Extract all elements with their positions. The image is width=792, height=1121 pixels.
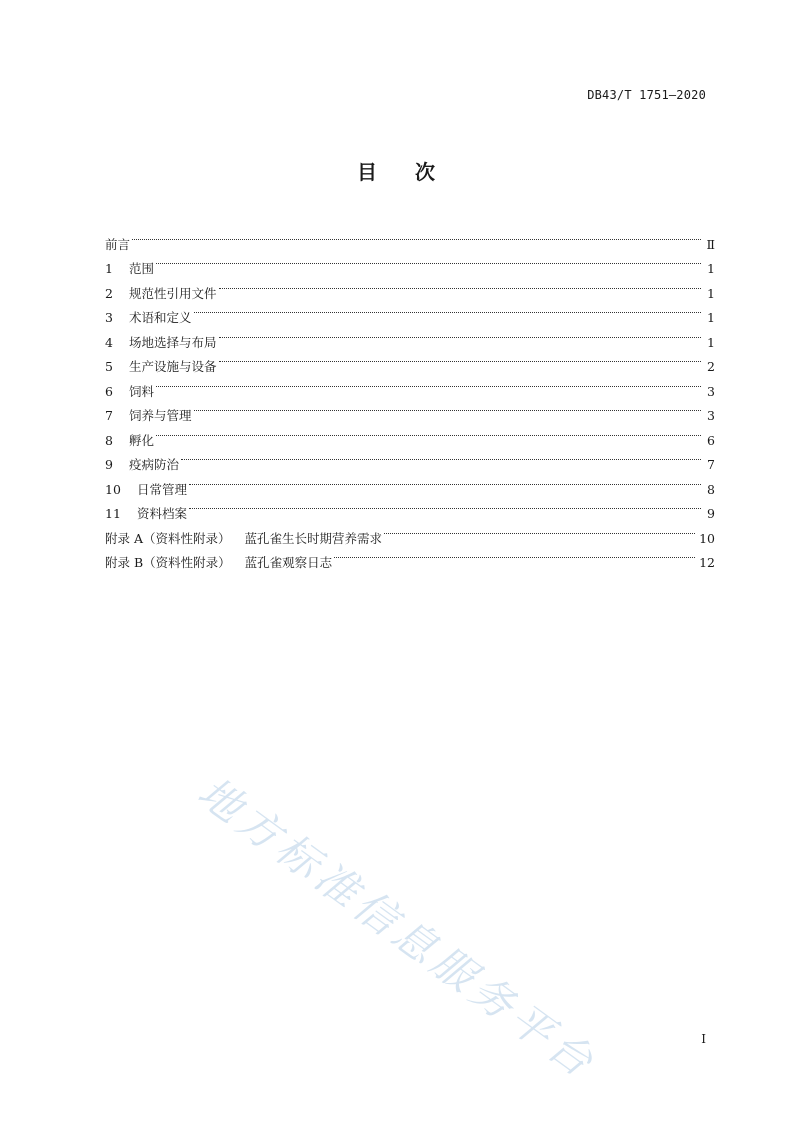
- toc-entry-number: 9: [105, 457, 113, 472]
- toc-page-number: 2: [707, 359, 715, 374]
- toc-leader-dots: [189, 469, 701, 494]
- toc-entry-label: 范围: [129, 261, 155, 276]
- toc-entry-number: 3: [105, 310, 113, 325]
- toc-page-number: 1: [707, 334, 715, 350]
- toc-page-number: 10: [699, 530, 715, 546]
- toc-page-number: 12: [699, 555, 715, 570]
- toc-leader-dots: [189, 494, 701, 519]
- toc-leader-dots: [156, 249, 701, 274]
- toc-entry-number: 1: [105, 261, 113, 276]
- toc-entry-number: 4: [105, 334, 113, 350]
- toc-entry-number: 6: [105, 383, 113, 399]
- toc-entry-daily-management[interactable]: [105, 469, 715, 497]
- footer-page-number: I: [701, 1032, 706, 1046]
- toc-leader-dots: [219, 273, 701, 298]
- toc-entry-number: 2: [105, 285, 113, 301]
- toc-page-number: 8: [707, 481, 715, 497]
- toc-leader-dots: [181, 445, 701, 470]
- toc-entry-label: 术语和定义: [129, 310, 192, 325]
- toc-page-number: 1: [707, 261, 715, 276]
- toc-page-number: 9: [707, 506, 715, 521]
- toc-entry-normative-references[interactable]: [105, 273, 715, 301]
- toc-leader-dots: [384, 518, 695, 543]
- toc-page-number: 7: [707, 457, 715, 472]
- toc-entry-terms-definitions[interactable]: [105, 298, 715, 323]
- toc-entry-number: 7: [105, 408, 113, 423]
- toc-leader-dots: [334, 543, 695, 568]
- toc-leader-dots: [156, 371, 701, 396]
- toc-entry-label: 前言: [105, 236, 131, 252]
- toc-entry-label: 蓝孔雀生长时期营养需求: [244, 530, 383, 546]
- appendix-tag: 附录 B（资料性附录）: [105, 555, 231, 570]
- toc-entry-label: 饲养与管理: [129, 408, 192, 423]
- toc-leader-dots: [194, 396, 701, 421]
- toc-entry-disease-prevention[interactable]: [105, 445, 715, 470]
- document-code: DB43/T 1751—2020: [587, 88, 706, 102]
- toc-entry-label: 疫病防治: [129, 457, 180, 472]
- toc-entry-number: 5: [105, 359, 113, 374]
- toc-leader-dots: [194, 298, 701, 323]
- toc-leader-dots: [156, 420, 701, 445]
- toc-entry-label: 蓝孔雀观察日志: [244, 555, 333, 570]
- watermark: 地方标准信息服务平台: [189, 767, 607, 1089]
- toc-entry-feed[interactable]: [105, 371, 715, 399]
- toc-entry-label: 规范性引用文件: [129, 285, 217, 301]
- toc-entry-label: 饲料: [129, 383, 155, 399]
- table-of-contents: [105, 224, 715, 570]
- toc-entry-incubation[interactable]: [105, 420, 715, 448]
- page-title: 目次: [357, 160, 473, 184]
- toc-page-number: 3: [707, 408, 715, 423]
- toc-leader-dots: [132, 224, 701, 249]
- toc-page-number: 6: [707, 432, 715, 448]
- toc-entry-feeding-management[interactable]: [105, 396, 715, 421]
- toc-entry-number: 8: [105, 432, 113, 448]
- toc-leader-dots: [219, 347, 701, 372]
- toc-entry-records[interactable]: [105, 494, 715, 519]
- toc-page-number: 1: [707, 285, 715, 301]
- toc-entry-label: 日常管理: [137, 481, 188, 497]
- toc-entry-number: 10: [105, 481, 121, 497]
- toc-entry-label: 资料档案: [137, 506, 188, 521]
- toc-entry-scope[interactable]: [105, 249, 715, 274]
- appendix-tag: 附录 A（资料性附录）: [105, 530, 231, 546]
- toc-entry-label: 孵化: [129, 432, 155, 448]
- toc-entry-site-selection[interactable]: [105, 322, 715, 350]
- toc-entry-foreword[interactable]: [105, 224, 715, 252]
- toc-entry-label: 生产设施与设备: [129, 359, 217, 374]
- toc-entry-appendix-a[interactable]: [105, 518, 715, 546]
- toc-page-number: 1: [707, 310, 715, 325]
- toc-entry-label: 场地选择与布局: [129, 334, 217, 350]
- toc-entry-number: 11: [105, 506, 121, 521]
- toc-page-number: Ⅱ: [706, 236, 715, 252]
- toc-leader-dots: [219, 322, 701, 347]
- toc-page-number: 3: [707, 383, 715, 399]
